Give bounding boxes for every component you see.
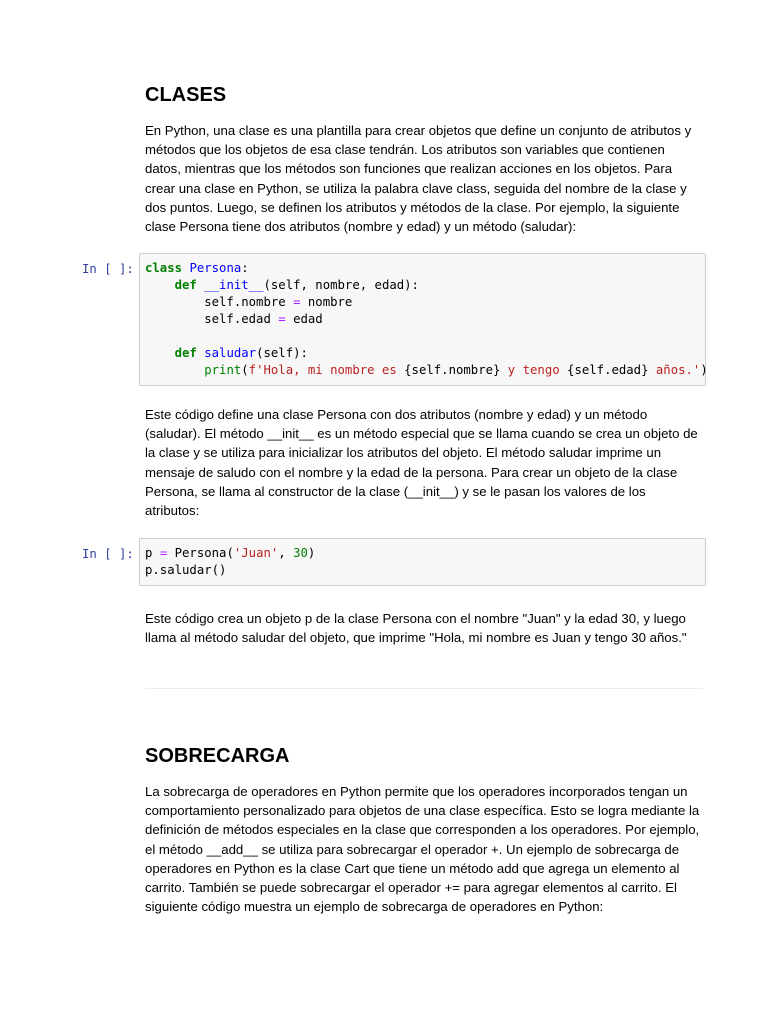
code-token: =	[159, 546, 168, 560]
paragraph-line: carrito. También se puede sobrecargar el operador += para agregar elementos al carrito. El	[145, 880, 677, 896]
paragraph-line: La sobrecarga de operadores en Python permite que los operadores incorporados tengan un	[145, 784, 688, 799]
paragraph-line: comportamiento personalizado para objetos de una clase específica. Esto se logra mediante la	[145, 803, 700, 819]
paragraph-line: definición de métodos especiales en la clase que corresponden a los operadores. Por ejemplo,	[145, 822, 700, 838]
code-token: )	[307, 546, 316, 560]
paragraph-line: clase Persona tiene dos atributos (nombre y edad) y un método (saludar):	[145, 219, 577, 235]
code-token: 'Juan'	[233, 546, 279, 560]
paragraph-line: atributos:	[145, 503, 200, 519]
section-title-clases: CLASES	[145, 84, 227, 106]
code-token	[145, 363, 204, 377]
code-token: class	[145, 261, 183, 275]
code-editor[interactable]	[145, 260, 708, 379]
code-line	[145, 294, 700, 311]
code-line	[145, 362, 708, 379]
section-divider	[145, 688, 703, 689]
paragraph-line: Este código crea un objeto p de la clase Persona con el nombre "Juan" y la edad 30, y luego	[145, 611, 686, 626]
markdown-cell-clases-explanation	[145, 405, 705, 520]
paragraph-line: En Python, una clase es una plantilla para crear objetos que define un conjunto de atributos y	[145, 123, 692, 138]
paragraph-line: la clase y se utiliza para inicializar los atributos del objeto. El método saludar imprime un	[145, 445, 662, 461]
paragraph-line: siguiente código muestra un ejemplo de sobrecarga de operadores en Python:	[145, 899, 604, 915]
paragraph-line: el método __add__ se utiliza para sobrecargar el operador +. Un ejemplo de sobrecarga de	[145, 841, 680, 857]
paragraph-line: (saludar). El método __init__ es un método especial que se llama cuando se crea un objeto de	[145, 426, 698, 442]
markdown-cell-clases-result	[145, 609, 705, 647]
paragraph-line: Este código define una clase Persona con dos atributos (nombre y edad) y un método	[145, 407, 648, 422]
code-token: =	[293, 295, 301, 309]
code-editor[interactable]	[145, 545, 700, 579]
paragraph-line: crear una clase en Python, se utiliza la palabra clave class, seguida del nombre de la clase y	[145, 180, 687, 196]
paragraph-line: datos, mientras que los métodos son funciones que realizan acciones en los objetos. Para	[145, 161, 673, 177]
code-token: def	[174, 346, 197, 360]
code-token: (self, nombre, edad):	[263, 278, 419, 292]
markdown-cell-sobrecarga-intro	[145, 782, 705, 916]
input-prompt: In [ ]:	[82, 262, 134, 276]
code-cell-class-definition[interactable]	[139, 253, 706, 386]
section-title-sobrecarga: SOBRECARGA	[145, 745, 290, 767]
code-token: Persona(	[167, 546, 234, 560]
code-line	[145, 562, 700, 579]
code-token: {self.nombre}	[404, 363, 501, 377]
code-token	[145, 346, 175, 360]
code-token: =	[278, 312, 286, 326]
code-token	[145, 278, 175, 292]
code-token: print	[204, 363, 242, 377]
paragraph-line: Persona, se llama al constructor de la clase (__init__) y se le pasan los valores de los	[145, 483, 646, 499]
code-token: self.edad	[145, 312, 279, 326]
code-token: p.saludar()	[145, 563, 227, 577]
code-token: edad	[285, 312, 323, 326]
code-token: p	[145, 546, 160, 560]
code-token: )	[700, 363, 708, 377]
code-line	[145, 260, 700, 277]
code-token: y tengo	[500, 363, 568, 377]
markdown-cell-clases-intro	[145, 121, 705, 236]
code-token: :	[241, 261, 249, 275]
code-token: {self.edad}	[567, 363, 649, 377]
code-line	[145, 277, 700, 294]
code-token: self.nombre	[145, 295, 294, 309]
code-token: 30	[293, 546, 308, 560]
code-token: (	[241, 363, 249, 377]
code-token: f'Hola, mi nombre es	[248, 363, 405, 377]
code-token: nombre	[300, 295, 353, 309]
paragraph-line: mensaje de saludo con el nombre y la edad de la persona. Para crear un objeto de la clase	[145, 464, 678, 480]
paragraph-line: operadores en Python es la clase Cart que tiene un método add que agrega un elemento al	[145, 860, 680, 876]
code-line	[145, 345, 700, 362]
code-token: ,	[278, 546, 294, 560]
code-cell-object-creation[interactable]	[139, 538, 706, 586]
code-token: años.'	[648, 363, 701, 377]
code-line	[145, 328, 700, 345]
code-token: Persona	[189, 261, 242, 275]
code-line	[145, 545, 700, 562]
paragraph-line: llama al método saludar del objeto, que imprime "Hola, mi nombre es Juan y tengo 30 años."	[145, 630, 687, 646]
code-token: __init__	[204, 278, 264, 292]
input-prompt: In [ ]:	[82, 547, 134, 561]
code-token: def	[174, 278, 197, 292]
paragraph-line: dos puntos. Luego, se definen los atributos y métodos de la clase. Por ejemplo, la siguiente	[145, 199, 680, 215]
code-token: (self):	[256, 346, 308, 360]
code-token: saludar	[204, 346, 257, 360]
code-line	[145, 311, 700, 328]
paragraph-line: métodos que los objetos de esa clase tendrán. Los atributos son variables que contienen	[145, 142, 665, 158]
